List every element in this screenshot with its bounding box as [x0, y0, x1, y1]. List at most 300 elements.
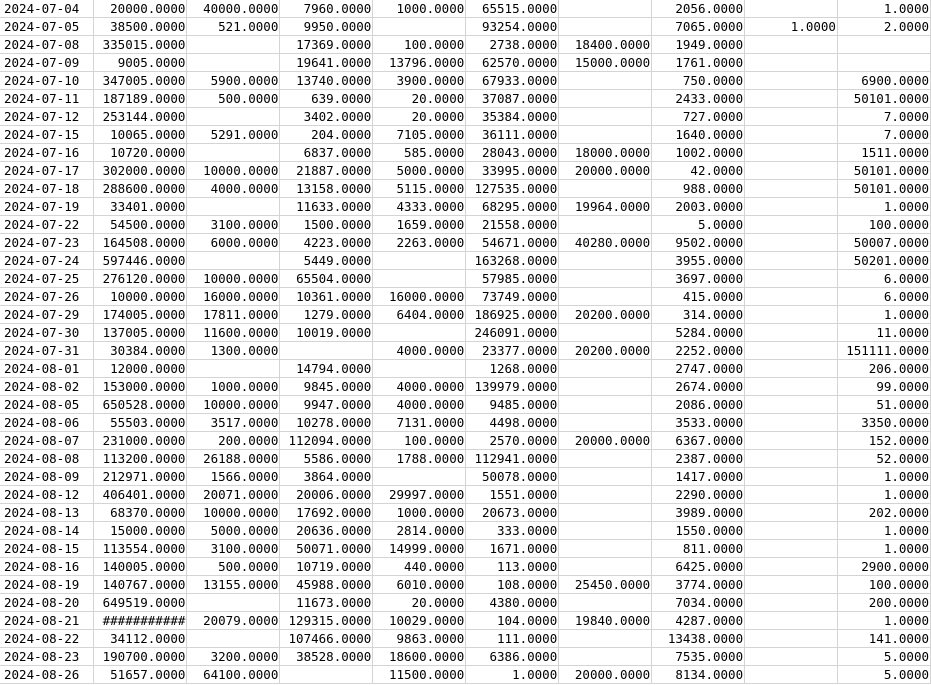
value-cell[interactable]: 204.0000	[280, 126, 373, 144]
date-cell[interactable]: 2024-08-26	[0, 666, 94, 684]
value-cell[interactable]: 639.0000	[280, 90, 373, 108]
value-cell[interactable]: 1640.0000	[652, 126, 745, 144]
value-cell[interactable]: 5284.0000	[652, 324, 745, 342]
value-cell[interactable]: 1550.0000	[652, 522, 745, 540]
value-cell[interactable]	[559, 486, 652, 504]
value-cell[interactable]: 1.0000	[837, 468, 930, 486]
value-cell[interactable]: 212971.0000	[94, 468, 187, 486]
value-cell[interactable]: 2086.0000	[652, 396, 745, 414]
value-cell[interactable]	[745, 234, 838, 252]
value-cell[interactable]: 3774.0000	[652, 576, 745, 594]
value-cell[interactable]: 10000.0000	[187, 396, 280, 414]
value-cell[interactable]	[187, 54, 280, 72]
value-cell[interactable]: 727.0000	[652, 108, 745, 126]
value-cell[interactable]: 11600.0000	[187, 324, 280, 342]
value-cell[interactable]	[559, 378, 652, 396]
value-cell[interactable]: 20200.0000	[559, 306, 652, 324]
value-cell[interactable]: 93254.0000	[466, 18, 559, 36]
value-cell[interactable]: 19964.0000	[559, 198, 652, 216]
value-cell[interactable]: 55503.0000	[94, 414, 187, 432]
value-cell[interactable]: 15000.0000	[559, 54, 652, 72]
value-cell[interactable]: 10719.0000	[280, 558, 373, 576]
value-cell[interactable]	[745, 486, 838, 504]
date-cell[interactable]: 2024-07-29	[0, 306, 94, 324]
value-cell[interactable]: 54500.0000	[94, 216, 187, 234]
value-cell[interactable]: 276120.0000	[94, 270, 187, 288]
value-cell[interactable]: 246091.0000	[466, 324, 559, 342]
value-cell[interactable]	[745, 432, 838, 450]
value-cell[interactable]	[280, 342, 373, 360]
value-cell[interactable]: 19641.0000	[280, 54, 373, 72]
value-cell[interactable]	[373, 360, 466, 378]
value-cell[interactable]: 45988.0000	[280, 576, 373, 594]
value-cell[interactable]: 6386.0000	[466, 648, 559, 666]
value-cell[interactable]: 253144.0000	[94, 108, 187, 126]
value-cell[interactable]: 38528.0000	[280, 648, 373, 666]
value-cell[interactable]	[559, 324, 652, 342]
value-cell[interactable]: 100.0000	[837, 216, 930, 234]
value-cell[interactable]: 20071.0000	[187, 486, 280, 504]
value-cell[interactable]: 10720.0000	[94, 144, 187, 162]
value-cell[interactable]: 1.0000	[745, 18, 838, 36]
value-cell[interactable]: 15000.0000	[94, 522, 187, 540]
value-cell[interactable]: 11633.0000	[280, 198, 373, 216]
value-cell[interactable]	[745, 468, 838, 486]
value-cell[interactable]: 20000.0000	[559, 162, 652, 180]
value-cell[interactable]: 200.0000	[187, 432, 280, 450]
value-cell[interactable]: 107466.0000	[280, 630, 373, 648]
value-cell[interactable]: 17369.0000	[280, 36, 373, 54]
value-cell[interactable]	[745, 270, 838, 288]
value-cell[interactable]: 1002.0000	[652, 144, 745, 162]
value-cell[interactable]	[559, 468, 652, 486]
value-cell[interactable]: 500.0000	[187, 558, 280, 576]
value-cell[interactable]: 1417.0000	[652, 468, 745, 486]
value-cell[interactable]: 440.0000	[373, 558, 466, 576]
value-cell[interactable]: 50101.0000	[837, 162, 930, 180]
value-cell[interactable]: 17692.0000	[280, 504, 373, 522]
value-cell[interactable]: 3989.0000	[652, 504, 745, 522]
value-cell[interactable]: 5.0000	[652, 216, 745, 234]
value-cell[interactable]: 112094.0000	[280, 432, 373, 450]
value-cell[interactable]: 7.0000	[837, 108, 930, 126]
value-cell[interactable]	[559, 90, 652, 108]
value-cell[interactable]: 597446.0000	[94, 252, 187, 270]
value-cell[interactable]: 29997.0000	[373, 486, 466, 504]
value-cell[interactable]	[559, 558, 652, 576]
value-cell[interactable]: 649519.0000	[94, 594, 187, 612]
value-cell[interactable]: 5900.0000	[187, 72, 280, 90]
value-cell[interactable]: 137005.0000	[94, 324, 187, 342]
value-cell[interactable]	[745, 54, 838, 72]
value-cell[interactable]: 25450.0000	[559, 576, 652, 594]
value-cell[interactable]: 153000.0000	[94, 378, 187, 396]
value-cell[interactable]: 1300.0000	[187, 342, 280, 360]
value-cell[interactable]: 288600.0000	[94, 180, 187, 198]
value-cell[interactable]: 129315.0000	[280, 612, 373, 630]
value-cell[interactable]: 9502.0000	[652, 234, 745, 252]
value-cell[interactable]: 7131.0000	[373, 414, 466, 432]
date-cell[interactable]: 2024-07-16	[0, 144, 94, 162]
date-cell[interactable]: 2024-08-12	[0, 486, 94, 504]
value-cell[interactable]	[745, 0, 838, 18]
value-cell[interactable]: 2003.0000	[652, 198, 745, 216]
value-cell[interactable]	[745, 324, 838, 342]
date-cell[interactable]: 2024-07-04	[0, 0, 94, 18]
value-cell[interactable]	[559, 270, 652, 288]
value-cell[interactable]: 2433.0000	[652, 90, 745, 108]
value-cell[interactable]: 2738.0000	[466, 36, 559, 54]
date-cell[interactable]: 2024-08-16	[0, 558, 94, 576]
date-cell[interactable]: 2024-07-17	[0, 162, 94, 180]
value-cell[interactable]	[745, 540, 838, 558]
value-cell[interactable]: 57985.0000	[466, 270, 559, 288]
value-cell[interactable]: 16000.0000	[187, 288, 280, 306]
value-cell[interactable]: 10029.0000	[373, 612, 466, 630]
value-cell[interactable]: 10000.0000	[94, 288, 187, 306]
value-cell[interactable]: 4000.0000	[187, 180, 280, 198]
value-cell[interactable]	[187, 594, 280, 612]
value-cell[interactable]: 33401.0000	[94, 198, 187, 216]
value-cell[interactable]: 51657.0000	[94, 666, 187, 684]
value-cell[interactable]: 5.0000	[837, 648, 930, 666]
value-cell[interactable]: 6367.0000	[652, 432, 745, 450]
date-cell[interactable]: 2024-08-22	[0, 630, 94, 648]
value-cell[interactable]	[559, 252, 652, 270]
value-cell[interactable]	[745, 594, 838, 612]
value-cell[interactable]: 50101.0000	[837, 180, 930, 198]
value-cell[interactable]: 9947.0000	[280, 396, 373, 414]
value-cell[interactable]: 1268.0000	[466, 360, 559, 378]
value-cell[interactable]	[187, 360, 280, 378]
value-cell[interactable]: 42.0000	[652, 162, 745, 180]
value-cell[interactable]: 140767.0000	[94, 576, 187, 594]
value-cell[interactable]: 4333.0000	[373, 198, 466, 216]
value-cell[interactable]: 585.0000	[373, 144, 466, 162]
value-cell[interactable]: 13438.0000	[652, 630, 745, 648]
value-cell[interactable]: 335015.0000	[94, 36, 187, 54]
value-cell[interactable]: 347005.0000	[94, 72, 187, 90]
value-cell[interactable]: 28043.0000	[466, 144, 559, 162]
value-cell[interactable]: 3350.0000	[837, 414, 930, 432]
value-cell[interactable]: 50201.0000	[837, 252, 930, 270]
value-cell[interactable]: 100.0000	[837, 576, 930, 594]
value-cell[interactable]: 108.0000	[466, 576, 559, 594]
value-cell[interactable]: 202.0000	[837, 504, 930, 522]
value-cell[interactable]: 20636.0000	[280, 522, 373, 540]
date-cell[interactable]: 2024-08-06	[0, 414, 94, 432]
value-cell[interactable]	[280, 666, 373, 684]
date-cell[interactable]: 2024-07-11	[0, 90, 94, 108]
value-cell[interactable]	[559, 0, 652, 18]
value-cell[interactable]	[745, 216, 838, 234]
value-cell[interactable]: 3864.0000	[280, 468, 373, 486]
value-cell[interactable]: 6425.0000	[652, 558, 745, 576]
value-cell[interactable]	[745, 342, 838, 360]
value-cell[interactable]: 37087.0000	[466, 90, 559, 108]
value-cell[interactable]	[187, 108, 280, 126]
value-cell[interactable]: 2387.0000	[652, 450, 745, 468]
value-cell[interactable]: 3402.0000	[280, 108, 373, 126]
value-cell[interactable]: 50078.0000	[466, 468, 559, 486]
value-cell[interactable]: 6.0000	[837, 288, 930, 306]
value-cell[interactable]	[745, 612, 838, 630]
value-cell[interactable]: 4380.0000	[466, 594, 559, 612]
value-cell[interactable]: 2263.0000	[373, 234, 466, 252]
value-cell[interactable]: 11673.0000	[280, 594, 373, 612]
value-cell[interactable]: 6900.0000	[837, 72, 930, 90]
value-cell[interactable]: 1.0000	[466, 666, 559, 684]
value-cell[interactable]: 38500.0000	[94, 18, 187, 36]
value-cell[interactable]: 10000.0000	[187, 504, 280, 522]
value-cell[interactable]: 104.0000	[466, 612, 559, 630]
date-cell[interactable]: 2024-08-02	[0, 378, 94, 396]
value-cell[interactable]: 1.0000	[837, 522, 930, 540]
value-cell[interactable]	[559, 360, 652, 378]
value-cell[interactable]: 20000.0000	[94, 0, 187, 18]
value-cell[interactable]: 18400.0000	[559, 36, 652, 54]
value-cell[interactable]: 3517.0000	[187, 414, 280, 432]
value-cell[interactable]: 6010.0000	[373, 576, 466, 594]
date-cell[interactable]: 2024-07-30	[0, 324, 94, 342]
date-cell[interactable]: 2024-08-09	[0, 468, 94, 486]
date-cell[interactable]: 2024-07-08	[0, 36, 94, 54]
value-cell[interactable]: 13155.0000	[187, 576, 280, 594]
value-cell[interactable]: 5115.0000	[373, 180, 466, 198]
value-cell[interactable]: 12000.0000	[94, 360, 187, 378]
value-cell[interactable]: 1566.0000	[187, 468, 280, 486]
value-cell[interactable]: 16000.0000	[373, 288, 466, 306]
value-cell[interactable]	[745, 360, 838, 378]
value-cell[interactable]: 112941.0000	[466, 450, 559, 468]
value-cell[interactable]: 141.0000	[837, 630, 930, 648]
value-cell[interactable]: 10000.0000	[187, 162, 280, 180]
value-cell[interactable]: 140005.0000	[94, 558, 187, 576]
value-cell[interactable]	[373, 18, 466, 36]
value-cell[interactable]: 7065.0000	[652, 18, 745, 36]
value-cell[interactable]: 127535.0000	[466, 180, 559, 198]
value-cell[interactable]: 4287.0000	[652, 612, 745, 630]
value-cell[interactable]: 1788.0000	[373, 450, 466, 468]
value-cell[interactable]	[745, 288, 838, 306]
value-cell[interactable]: 1500.0000	[280, 216, 373, 234]
value-cell[interactable]	[745, 126, 838, 144]
value-cell[interactable]	[837, 54, 930, 72]
value-cell[interactable]: 6837.0000	[280, 144, 373, 162]
value-cell[interactable]: 988.0000	[652, 180, 745, 198]
value-cell[interactable]	[745, 504, 838, 522]
value-cell[interactable]: 50071.0000	[280, 540, 373, 558]
value-cell[interactable]: 18000.0000	[559, 144, 652, 162]
value-cell[interactable]: 521.0000	[187, 18, 280, 36]
value-cell[interactable]	[559, 414, 652, 432]
value-cell[interactable]: 7960.0000	[280, 0, 373, 18]
value-cell[interactable]: 500.0000	[187, 90, 280, 108]
value-cell[interactable]	[745, 180, 838, 198]
value-cell[interactable]: 302000.0000	[94, 162, 187, 180]
date-cell[interactable]: 2024-07-15	[0, 126, 94, 144]
value-cell[interactable]: 1659.0000	[373, 216, 466, 234]
date-cell[interactable]: 2024-08-01	[0, 360, 94, 378]
value-cell[interactable]	[745, 198, 838, 216]
date-cell[interactable]: 2024-07-22	[0, 216, 94, 234]
value-cell[interactable]	[187, 630, 280, 648]
value-cell[interactable]: 34112.0000	[94, 630, 187, 648]
value-cell[interactable]: 2747.0000	[652, 360, 745, 378]
value-cell[interactable]	[187, 198, 280, 216]
value-cell[interactable]: 40280.0000	[559, 234, 652, 252]
value-cell[interactable]: 26188.0000	[187, 450, 280, 468]
value-cell[interactable]	[745, 378, 838, 396]
value-cell[interactable]: 3533.0000	[652, 414, 745, 432]
value-cell[interactable]	[745, 522, 838, 540]
value-cell[interactable]: 21558.0000	[466, 216, 559, 234]
date-cell[interactable]: 2024-07-09	[0, 54, 94, 72]
value-cell[interactable]: 5000.0000	[373, 162, 466, 180]
value-cell[interactable]: 4000.0000	[373, 342, 466, 360]
value-cell[interactable]: 9950.0000	[280, 18, 373, 36]
value-cell[interactable]: 1.0000	[837, 306, 930, 324]
value-cell[interactable]: 174005.0000	[94, 306, 187, 324]
value-cell[interactable]: 1511.0000	[837, 144, 930, 162]
value-cell[interactable]: 3100.0000	[187, 540, 280, 558]
value-cell[interactable]: 20200.0000	[559, 342, 652, 360]
value-cell[interactable]: 750.0000	[652, 72, 745, 90]
value-cell[interactable]: 9845.0000	[280, 378, 373, 396]
value-cell[interactable]	[559, 522, 652, 540]
value-cell[interactable]: 14794.0000	[280, 360, 373, 378]
value-cell[interactable]: 33995.0000	[466, 162, 559, 180]
value-cell[interactable]	[559, 630, 652, 648]
value-cell[interactable]	[745, 576, 838, 594]
value-cell[interactable]: 7105.0000	[373, 126, 466, 144]
value-cell[interactable]: 20006.0000	[280, 486, 373, 504]
value-cell[interactable]: 18600.0000	[373, 648, 466, 666]
value-cell[interactable]	[559, 216, 652, 234]
value-cell[interactable]: 5.0000	[837, 666, 930, 684]
value-cell[interactable]: 2814.0000	[373, 522, 466, 540]
date-cell[interactable]: 2024-07-31	[0, 342, 94, 360]
value-cell[interactable]: 73749.0000	[466, 288, 559, 306]
value-cell[interactable]: 1279.0000	[280, 306, 373, 324]
value-cell[interactable]: 163268.0000	[466, 252, 559, 270]
value-cell[interactable]: 164508.0000	[94, 234, 187, 252]
value-cell[interactable]: 9485.0000	[466, 396, 559, 414]
value-cell[interactable]: 20000.0000	[559, 432, 652, 450]
value-cell[interactable]	[745, 414, 838, 432]
value-cell[interactable]	[745, 144, 838, 162]
value-cell[interactable]: 811.0000	[652, 540, 745, 558]
value-cell[interactable]: 3697.0000	[652, 270, 745, 288]
value-cell[interactable]	[745, 306, 838, 324]
value-cell[interactable]	[745, 396, 838, 414]
value-cell[interactable]: 4000.0000	[373, 378, 466, 396]
date-cell[interactable]: 2024-07-18	[0, 180, 94, 198]
value-cell[interactable]: 50101.0000	[837, 90, 930, 108]
value-cell[interactable]: 99.0000	[837, 378, 930, 396]
value-cell[interactable]: 2570.0000	[466, 432, 559, 450]
value-cell[interactable]: 7034.0000	[652, 594, 745, 612]
date-cell[interactable]: 2024-08-23	[0, 648, 94, 666]
value-cell[interactable]	[559, 126, 652, 144]
value-cell[interactable]: 139979.0000	[466, 378, 559, 396]
value-cell[interactable]: 100.0000	[373, 36, 466, 54]
value-cell[interactable]: 7.0000	[837, 126, 930, 144]
value-cell[interactable]: 10278.0000	[280, 414, 373, 432]
value-cell[interactable]: 113554.0000	[94, 540, 187, 558]
value-cell[interactable]: 6.0000	[837, 270, 930, 288]
date-cell[interactable]: 2024-08-15	[0, 540, 94, 558]
value-cell[interactable]: 100.0000	[373, 432, 466, 450]
value-cell[interactable]: 10019.0000	[280, 324, 373, 342]
value-cell[interactable]	[559, 108, 652, 126]
value-cell[interactable]: 13796.0000	[373, 54, 466, 72]
value-cell[interactable]	[559, 72, 652, 90]
date-cell[interactable]: 2024-08-13	[0, 504, 94, 522]
value-cell[interactable]	[837, 36, 930, 54]
value-cell[interactable]: 36111.0000	[466, 126, 559, 144]
value-cell[interactable]: 10065.0000	[94, 126, 187, 144]
value-cell[interactable]: 3200.0000	[187, 648, 280, 666]
value-cell[interactable]: 35384.0000	[466, 108, 559, 126]
value-cell[interactable]	[373, 252, 466, 270]
value-cell[interactable]	[559, 504, 652, 522]
value-cell[interactable]	[187, 36, 280, 54]
value-cell[interactable]	[559, 540, 652, 558]
value-cell[interactable]: 68370.0000	[94, 504, 187, 522]
value-cell[interactable]: 1.0000	[837, 612, 930, 630]
value-cell[interactable]: 1.0000	[837, 540, 930, 558]
value-cell[interactable]: 650528.0000	[94, 396, 187, 414]
value-cell[interactable]	[559, 18, 652, 36]
value-cell[interactable]: 113.0000	[466, 558, 559, 576]
value-cell[interactable]: 20000.0000	[559, 666, 652, 684]
value-cell[interactable]: 4498.0000	[466, 414, 559, 432]
value-cell[interactable]: 231000.0000	[94, 432, 187, 450]
date-cell[interactable]: 2024-08-07	[0, 432, 94, 450]
value-cell[interactable]: 1551.0000	[466, 486, 559, 504]
date-cell[interactable]: 2024-08-20	[0, 594, 94, 612]
value-cell[interactable]: 52.0000	[837, 450, 930, 468]
date-cell[interactable]: 2024-07-23	[0, 234, 94, 252]
value-cell[interactable]	[187, 144, 280, 162]
value-cell[interactable]	[559, 288, 652, 306]
value-cell[interactable]: 111.0000	[466, 630, 559, 648]
value-cell[interactable]: 11.0000	[837, 324, 930, 342]
value-cell[interactable]: 1000.0000	[187, 378, 280, 396]
value-cell[interactable]: 20673.0000	[466, 504, 559, 522]
value-cell[interactable]	[745, 162, 838, 180]
value-cell[interactable]: 10361.0000	[280, 288, 373, 306]
value-cell[interactable]	[745, 72, 838, 90]
value-cell[interactable]: 6404.0000	[373, 306, 466, 324]
value-cell[interactable]: 2290.0000	[652, 486, 745, 504]
value-cell[interactable]: 113200.0000	[94, 450, 187, 468]
value-cell[interactable]: 3900.0000	[373, 72, 466, 90]
value-cell[interactable]: 186925.0000	[466, 306, 559, 324]
value-cell[interactable]: 65504.0000	[280, 270, 373, 288]
value-cell[interactable]: 1761.0000	[652, 54, 745, 72]
value-cell[interactable]: 3100.0000	[187, 216, 280, 234]
value-cell[interactable]	[745, 36, 838, 54]
value-cell[interactable]: 17811.0000	[187, 306, 280, 324]
value-cell[interactable]: 7535.0000	[652, 648, 745, 666]
value-cell[interactable]: 1.0000	[837, 486, 930, 504]
value-cell[interactable]: 406401.0000	[94, 486, 187, 504]
value-cell[interactable]	[559, 450, 652, 468]
value-cell[interactable]: 40000.0000	[187, 0, 280, 18]
date-cell[interactable]: 2024-08-21	[0, 612, 94, 630]
